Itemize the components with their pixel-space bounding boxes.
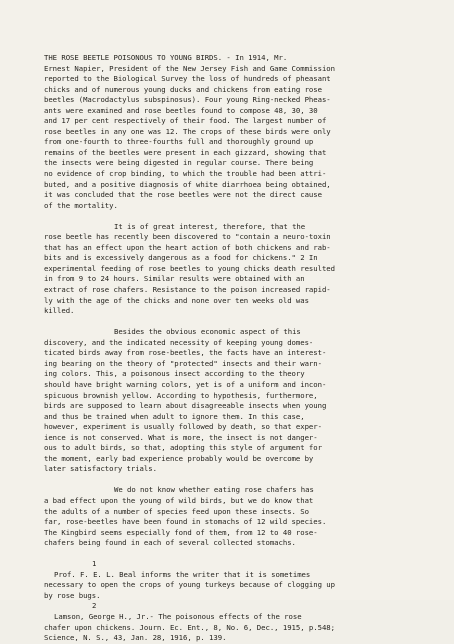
text-line: experimental feeding of rose beetles to young chicks death resulted: [44, 263, 335, 273]
footnote-line: Lamson, George H., Jr.- The poisonous effects of the rose: [54, 611, 302, 621]
footnote-line: by rose bugs.: [44, 590, 101, 600]
text-line: beetles (Macrodactylus subspinosus). Four young Ring-necked Pheas-: [44, 95, 331, 105]
text-line: ly with the age of the chicks and none over ten weeks old was: [44, 295, 309, 305]
text-line: We do not know whether eating rose chafers has: [114, 485, 314, 495]
footnote-line: Prof. F. E. L. Beal informs the writer that it is sometimes: [54, 569, 311, 579]
text-line: in from 9 to 24 hours. Similar results were obtained with an: [44, 274, 305, 284]
text-line: ants were examined and rose beetles found to compose 48, 30, 30: [44, 105, 318, 115]
text-line: remains of the beetles were present in each gizzard, showing that: [44, 147, 327, 157]
text-line: reported to the Biological Survey the loss of hundreds of pheasant: [44, 74, 331, 84]
document-text: [44, 53, 424, 644]
text-line: Besides the obvious economic aspect of this: [114, 327, 301, 337]
text-line: that has an effect upon the heart action of both chickens and rab-: [44, 242, 331, 252]
footnote-2: [44, 601, 424, 643]
footnote-marker: 1: [92, 559, 97, 569]
text-line: THE ROSE BEETLE POISONOUS TO YOUNG BIRDS. - In 1914, Mr.: [44, 53, 288, 62]
text-line: and 17 per cent respectively of their food. The largest number of: [44, 116, 327, 126]
text-line: should have bright warning colors, yet is of a uniform and incon-: [44, 379, 327, 389]
text-line: chicks and of numerous young ducks and chickens from eating rose: [44, 84, 322, 94]
text-line: ing bearing on the theory of "protected" insects and their warn-: [44, 358, 322, 368]
text-line: bits and is excessively dangerous as a food for chickens." 2 In: [44, 253, 318, 263]
text-line: It is of great interest, therefore, that the: [114, 221, 306, 231]
footnote-line: chafer upon chickens. Journ. Ec. Ent., 8, No. 6, Dec., 1915, p.548;: [44, 622, 335, 632]
footnote-1: [44, 559, 424, 601]
text-line: ience is not conserved. What is more, the insect is not danger-: [44, 432, 318, 442]
text-line: buted, and a positive diagnosis of white diarrhoea being obtained,: [44, 179, 331, 189]
footnote-line: Science, N. S., 43, Jan. 28, 1916, p. 139.: [44, 633, 227, 643]
paragraph-gap: [44, 549, 424, 560]
text-line: the adults of a number of species feed upon these insects. So: [44, 506, 309, 516]
text-line: The Kingbird seems especially fond of them, from 12 to 40 rose-: [44, 527, 318, 537]
text-line: the insects were being digested in regular course. There being: [44, 158, 314, 168]
paragraph-gap: [44, 475, 424, 486]
text-line: rose beetle has recently been discovered to "contain a neuro-toxin: [44, 232, 331, 242]
footnote-marker: 2: [92, 601, 97, 611]
footnote-line: necessary to open the crops of young turkeys because of clogging up: [44, 580, 335, 590]
text-line: discovery, and the indicated necessity of keeping young domes-: [44, 337, 314, 347]
text-line: however, experiment is usually followed by death, so that exper-: [44, 422, 322, 432]
text-line: killed.: [44, 306, 75, 316]
text-line: and thus be trained when adult to ignore them. In this case,: [44, 411, 305, 421]
text-line: ing colors. This, a poisonous insect according to the theory: [44, 369, 305, 379]
text-line: rose beetles in any one was 12. The crops of these birds were only: [44, 126, 331, 136]
paragraph-rose-beetle-report: [44, 53, 424, 211]
text-line: birds are supposed to learn about disagreeable insects when young: [44, 401, 327, 411]
text-line: it was concluded that the rose beetles were not the direct cause: [44, 190, 322, 200]
text-line: from one-fourth to three-fourths full and thoroughly ground up: [44, 137, 314, 147]
text-line: the moment, early bad experience probably would be overcome by: [44, 453, 314, 463]
text-line: a bad effect upon the young of wild birds, but we do know that: [44, 495, 314, 505]
text-line: spicuous brownish yellow. According to hypothesis, furthermore,: [44, 390, 318, 400]
text-line: later satisfactory trials.: [44, 464, 157, 474]
text-line: Ernest Napier, President of the New Jersey Fish and Game Commission: [44, 63, 335, 73]
text-line: chafers being found in each of several collected stomachs.: [44, 538, 296, 548]
paragraph-protected-insects: [44, 327, 424, 475]
paragraph-neuro-toxin: [44, 222, 424, 317]
text-line: of the mortality.: [44, 200, 118, 210]
text-line: far, rose-beetles have been found in stomachs of 12 wild species.: [44, 517, 327, 527]
text-line: no evidence of crop binding, to which the trouble had been attri-: [44, 169, 327, 179]
paragraph-gap: [44, 211, 424, 222]
paragraph-wild-birds: [44, 485, 424, 548]
text-line: extract of rose chafers. Resistance to the poison increased rapid-: [44, 285, 331, 295]
text-line: ticated birds away from rose-beetles, the facts have an interest-: [44, 348, 327, 358]
paragraph-gap: [44, 317, 424, 328]
text-line: ous to adult birds, so that, adopting this style of argument for: [44, 443, 322, 453]
